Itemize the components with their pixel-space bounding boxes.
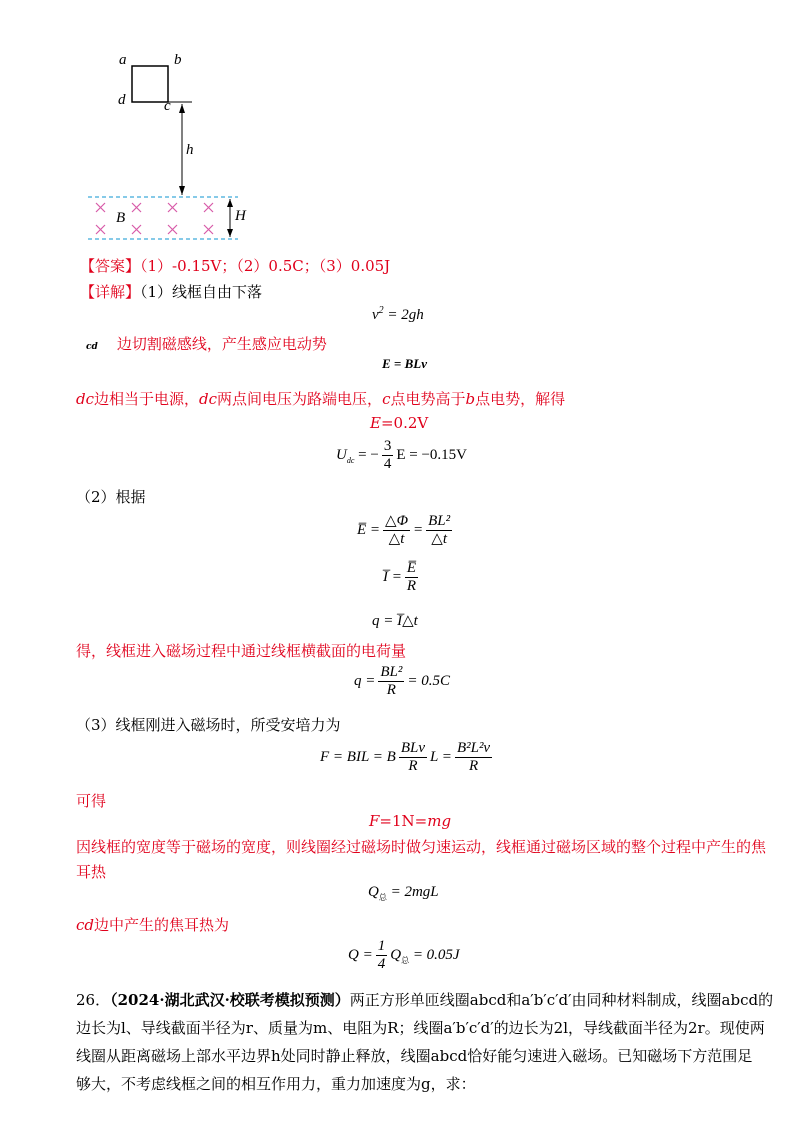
eq-E: E = BLv bbox=[382, 356, 427, 371]
eq-Q: Q = $\frac{1}{4}$ $Q_总 = 0.05J$ bbox=[348, 938, 460, 972]
step2-intro: （2）根据 bbox=[76, 488, 146, 506]
problem-source: （2024·湖北武汉·校联考模拟预测） bbox=[110, 991, 350, 1009]
step3-intro: （3）线框刚进入磁场时，所受安培力为 bbox=[76, 716, 341, 734]
square-loop bbox=[132, 66, 168, 102]
h-arrow-head-down bbox=[179, 186, 185, 195]
problem-26-line-3: 线圈从距离磁场上部水平边界h处同时静止释放，线圈abcd恰好能匀速进入磁场。已知磁场下方范围足 bbox=[76, 1047, 753, 1065]
cd-heat-line: cd边中产生的焦耳热为 bbox=[76, 916, 230, 934]
answer-label: 【答案】 bbox=[80, 257, 141, 275]
reason-line-2: 耳热 bbox=[76, 863, 107, 881]
h-arrow-head-up bbox=[179, 104, 185, 113]
step1-intro: （1）线框自由下落 bbox=[140, 283, 263, 301]
answer-line bbox=[80, 255, 390, 276]
problem-26 bbox=[76, 986, 774, 1098]
label-c: c bbox=[164, 98, 171, 114]
label-H: H bbox=[235, 208, 246, 224]
eq-q2: q = $\frac{\text{BL²}}{R}$ = 0.5C bbox=[354, 664, 451, 698]
step2-mid: 得，线框进入磁场过程中通过线框横截面的电荷量 bbox=[76, 642, 407, 660]
detail-line bbox=[80, 281, 262, 302]
eq-U: $U_{dc}$ = − $\frac{3}{4}$ E = −0.15V bbox=[336, 438, 467, 472]
eq-q1: q = I̅△t bbox=[372, 613, 418, 629]
problem-line1: 两正方形单匝线圈abcd和a′b′c′d′由同种材料制成，线圈abcd的 bbox=[349, 991, 774, 1009]
cd-text: 边切割磁感线，产生感应电动势 bbox=[116, 335, 327, 353]
H-arrow-head-down bbox=[227, 229, 233, 237]
label-d: d bbox=[118, 92, 126, 108]
detail-label: 【详解】 bbox=[80, 283, 141, 301]
problem-26-line-2: 边长为l、导线截面半径为r、质量为m、电阻为R；线圈a′b′c′d′的边长为2l，导线截面半径为2r。现使两 bbox=[76, 1019, 765, 1037]
label-b: b bbox=[174, 52, 182, 68]
answer-text: （1）-0.15V；（2）0.5C；（3）0.05J bbox=[140, 257, 391, 275]
physics-figure bbox=[80, 40, 280, 255]
label-B: B bbox=[116, 210, 126, 226]
H-arrow-head-up bbox=[227, 199, 233, 207]
cd-line bbox=[86, 333, 327, 354]
cd-tag: cd bbox=[86, 342, 98, 352]
eq-Qtotal: $Q_总 = 2mgL$ bbox=[368, 884, 439, 902]
label-h: h bbox=[186, 142, 194, 158]
eq-Ibar: I̅ = $\frac{E̅}{R}$ bbox=[383, 560, 417, 594]
F-value: F=1N=mg bbox=[369, 812, 452, 830]
E-value: E=0.2V bbox=[370, 414, 429, 432]
eq-F: F = BIL = B $\frac{\text{BLv}}{R}$ L = $\frac{\text{B²L²v}}{R}$ bbox=[320, 740, 491, 774]
label-a: a bbox=[119, 52, 127, 68]
problem-26-line-1 bbox=[76, 986, 774, 1014]
problem-26-line-4: 够大，不考虑线框之间的相互作用力，重力加速度为g，求： bbox=[76, 1075, 476, 1093]
kede: 可得 bbox=[76, 792, 107, 810]
dc-line: dc边相当于电源，dc两点间电压为路端电压，c点电势高于b点电势，解得 bbox=[76, 390, 566, 408]
reason-line-1: 因线框的宽度等于磁场的宽度，则线圈经过磁场时做匀速运动，线框通过磁场区域的整个过程中产生的焦 bbox=[76, 838, 767, 856]
eq-v-squared: $v^2 = 2gh$ bbox=[372, 305, 424, 323]
field-crosses bbox=[96, 203, 213, 234]
problem-number: 26． bbox=[76, 991, 111, 1009]
eq-Ebar: E̅ = $\frac{\triangle\Phi}{\triangle t}$ = $\frac{\text{BL²}}{\triangle t}$ bbox=[357, 513, 451, 547]
